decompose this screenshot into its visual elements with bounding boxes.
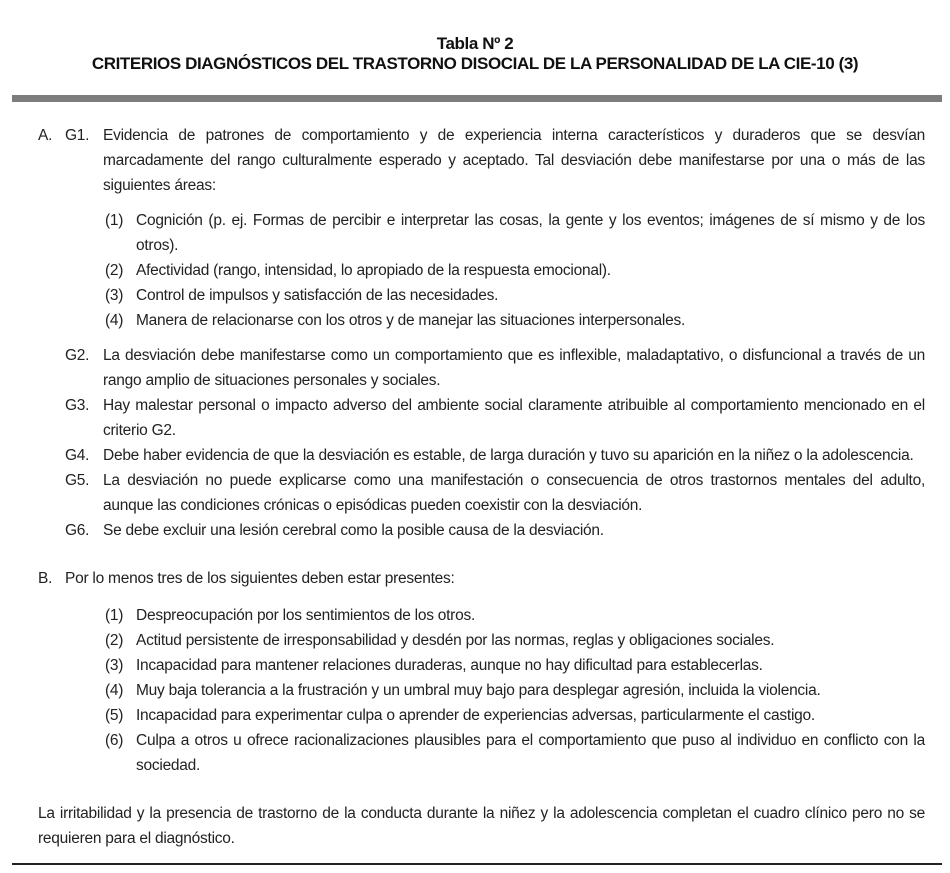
section-a-label: A. xyxy=(38,127,53,144)
criterion-text: La desviación no puede explicarse como una manifestación o consecuencia de otros trastornos mentales del adulto, aunque las condiciones crónicas o episódicas pueden coexistir con la desviación. xyxy=(103,472,925,514)
criterion-g6 xyxy=(65,518,925,543)
bottom-rule xyxy=(12,863,942,865)
criterion-text: Se debe excluir una lesión cerebral como la posible causa de la desviación. xyxy=(103,522,604,539)
criterion-text: Debe haber evidencia de que la desviación es estable, de larga duración y tuvo su aparición en la niñez o la adolescencia. xyxy=(103,447,914,464)
criterion-text: La desviación debe manifestarse como un comportamiento que es inflexible, maladaptativo, o disfuncional a través de un rango amplio de situaciones personales y sociales. xyxy=(103,347,925,389)
item-text: Manera de relacionarse con los otros y de manejar las situaciones interpersonales. xyxy=(136,312,685,329)
list-item xyxy=(105,703,925,728)
criterion-g2 xyxy=(65,343,925,393)
item-number: (6) xyxy=(105,732,124,749)
criterion-g1 xyxy=(38,123,925,198)
item-number: (5) xyxy=(105,707,124,724)
item-number: (2) xyxy=(105,632,124,649)
list-item xyxy=(105,653,925,678)
item-text: Muy baja tolerancia a la frustración y un umbral muy bajo para desplegar agresión, incluida la violencia. xyxy=(136,682,821,699)
list-item xyxy=(105,678,925,703)
item-text: Incapacidad para mantener relaciones duraderas, aunque no hay dificultad para establecerlas. xyxy=(136,657,763,674)
item-number: (4) xyxy=(105,312,124,329)
criterion-label: G4. xyxy=(65,447,90,464)
criterion-label: G1. xyxy=(65,127,90,144)
item-text: Culpa a otros u ofrece racionalizaciones plausibles para el comportamiento que puso al individuo en conflicto con la sociedad. xyxy=(136,732,925,774)
item-text: Despreocupación por los sentimientos de los otros. xyxy=(136,607,476,624)
item-number: (3) xyxy=(105,657,124,674)
item-text: Control de impulsos y satisfacción de las necesidades. xyxy=(136,287,499,304)
criterion-g5 xyxy=(65,468,925,518)
criterion-label: G3. xyxy=(65,397,90,414)
criterion-text: Evidencia de patrones de comportamiento y de experiencia interna característicos y duraderos que se desvían marcadamente del rango culturalmente esperado y aceptado. Tal desviación debe manifestarse por una o más de las siguientes áreas: xyxy=(103,127,925,194)
item-number: (1) xyxy=(105,212,124,229)
table-title: CRITERIOS DIAGNÓSTICOS DEL TRASTORNO DISOCIAL DE LA PERSONALIDAD DE LA CIE-10 (3) xyxy=(91,54,859,73)
section-b-label: B. xyxy=(38,570,53,587)
footer-note: La irritabilidad y la presencia de trastorno de la conducta durante la niñez y la adolescencia completan el cuadro clínico pero no se requieren para el diagnóstico. xyxy=(38,805,925,847)
section-b xyxy=(38,566,925,591)
criterion-g3 xyxy=(65,393,925,443)
item-text: Cognición (p. ej. Formas de percibir e interpretar las cosas, la gente y los eventos; imágenes de sí mismo y de los otros). xyxy=(136,212,925,254)
criterion-text: Hay malestar personal o impacto adverso del ambiente social claramente atribuible al comportamiento mencionado en el criterio G2. xyxy=(103,397,925,439)
criteria-content xyxy=(38,123,925,851)
item-number: (4) xyxy=(105,682,124,699)
item-text: Afectividad (rango, intensidad, lo apropiado de la respuesta emocional). xyxy=(136,262,611,279)
list-item xyxy=(105,208,925,258)
criterion-g4 xyxy=(65,443,925,468)
list-item xyxy=(105,728,925,778)
header-divider xyxy=(12,95,942,102)
table-number: Tabla Nº 2 xyxy=(436,34,514,53)
item-number: (3) xyxy=(105,287,124,304)
section-b-text: Por lo menos tres de los siguientes deben estar presentes: xyxy=(65,570,455,587)
list-item xyxy=(105,258,925,283)
list-item xyxy=(105,283,925,308)
item-number: (1) xyxy=(105,607,124,624)
list-item xyxy=(105,603,925,628)
item-text: Incapacidad para experimentar culpa o aprender de experiencias adversas, particularmente el castigo. xyxy=(136,707,815,724)
list-item xyxy=(105,628,925,653)
item-number: (2) xyxy=(105,262,124,279)
list-item xyxy=(105,308,925,333)
criterion-label: G6. xyxy=(65,522,90,539)
criterion-label: G2. xyxy=(65,347,90,364)
criterion-label: G5. xyxy=(65,472,90,489)
item-text: Actitud persistente de irresponsabilidad y desdén por las normas, reglas y obligaciones sociales. xyxy=(136,632,775,649)
